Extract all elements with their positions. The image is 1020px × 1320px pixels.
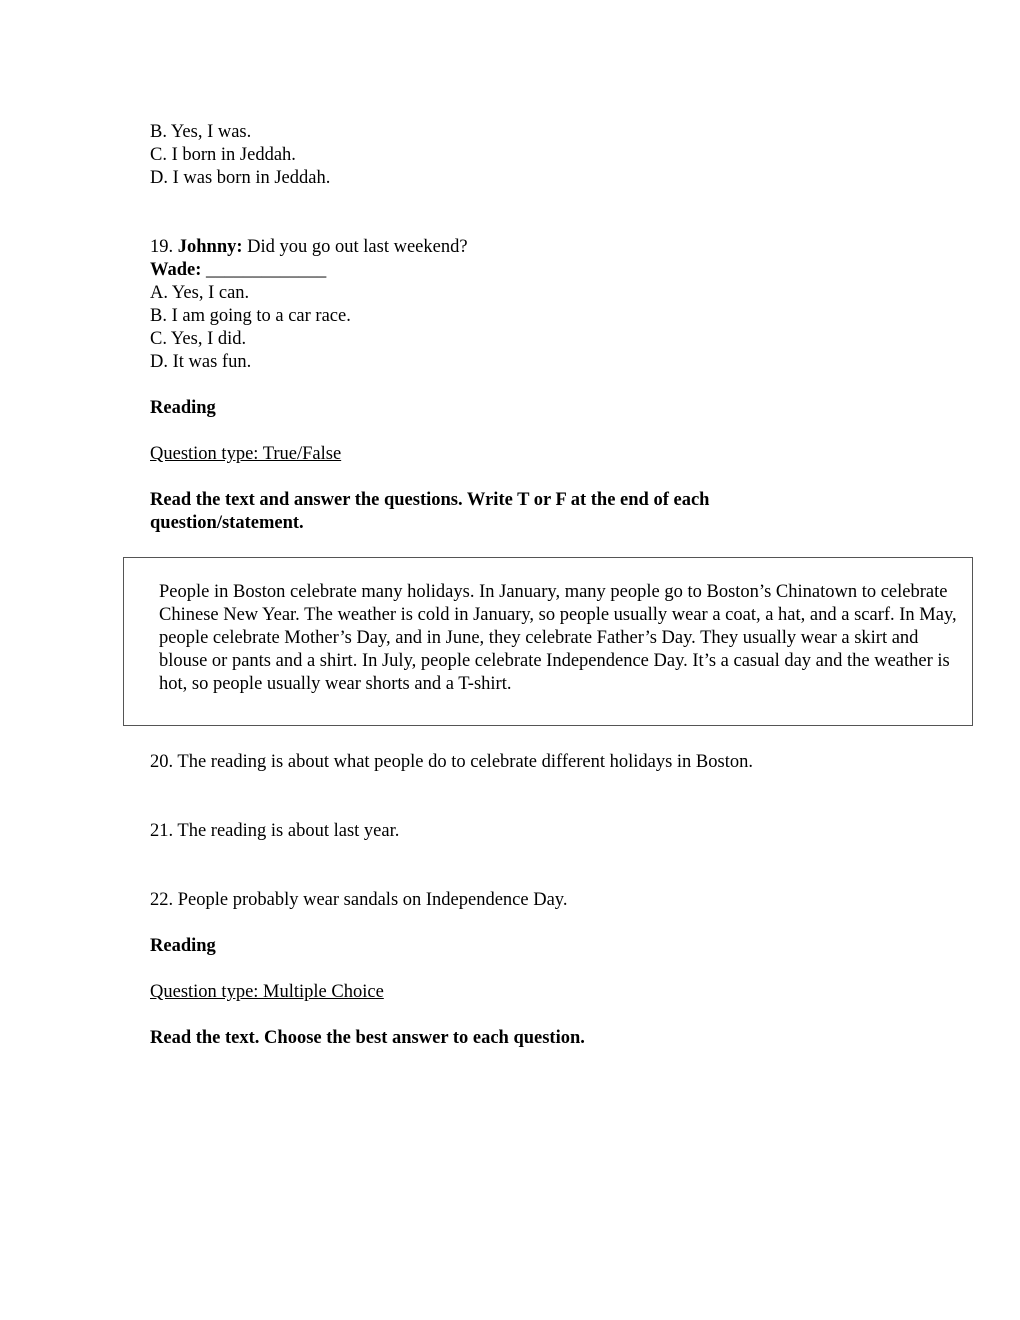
statement: 21. The reading is about last year.	[150, 821, 400, 841]
question-type: Question type: Multiple Choice	[150, 982, 384, 1002]
question-type: Question type: True/False	[150, 444, 342, 464]
statement: 22. People probably wear sandals on Independence Day.	[150, 890, 568, 910]
speaker: Johnny:	[177, 237, 243, 257]
reading-passage-box	[123, 557, 973, 726]
option: B. Yes, I was.	[150, 122, 252, 142]
section-heading: Reading	[150, 398, 216, 418]
reading-passage: People in Boston celebrate many holidays. In January, many people go to Boston’s Chinatown to celebrate Chinese New Year. The weather is cold in January, so people usually wear a coat, a hat, and a scarf. In May, people celebrate Mother’s Day, and in June, they celebrate Father’s Day. They usually wear a skirt and blouse or pants and a shirt. In July, people celebrate Independence Day. It’s a casual day and the weather is hot, so people usually wear shorts and a T-shirt.	[159, 582, 957, 694]
option: D. I was born in Jeddah.	[150, 168, 331, 188]
option: D. It was fun.	[150, 352, 252, 372]
instruction: Read the text. Choose the best answer to each question.	[150, 1028, 585, 1048]
question-number: 19.	[150, 237, 174, 257]
section-heading: Reading	[150, 936, 216, 956]
instruction: Read the text and answer the questions. Write T or F at the end of each	[150, 490, 710, 510]
statement: 20. The reading is about what people do to celebrate different holidays in Boston.	[150, 752, 753, 772]
option: A. Yes, I can.	[150, 283, 250, 303]
option: C. Yes, I did.	[150, 329, 247, 349]
answer-blank: _____________	[206, 260, 327, 280]
speaker: Wade:	[150, 260, 202, 280]
dialogue: Did you go out last weekend?	[247, 237, 468, 257]
option: B. I am going to a car race.	[150, 306, 351, 326]
answer-line	[150, 259, 326, 282]
option: C. I born in Jeddah.	[150, 145, 296, 165]
instruction: question/statement.	[150, 513, 304, 533]
question-19	[150, 236, 468, 259]
